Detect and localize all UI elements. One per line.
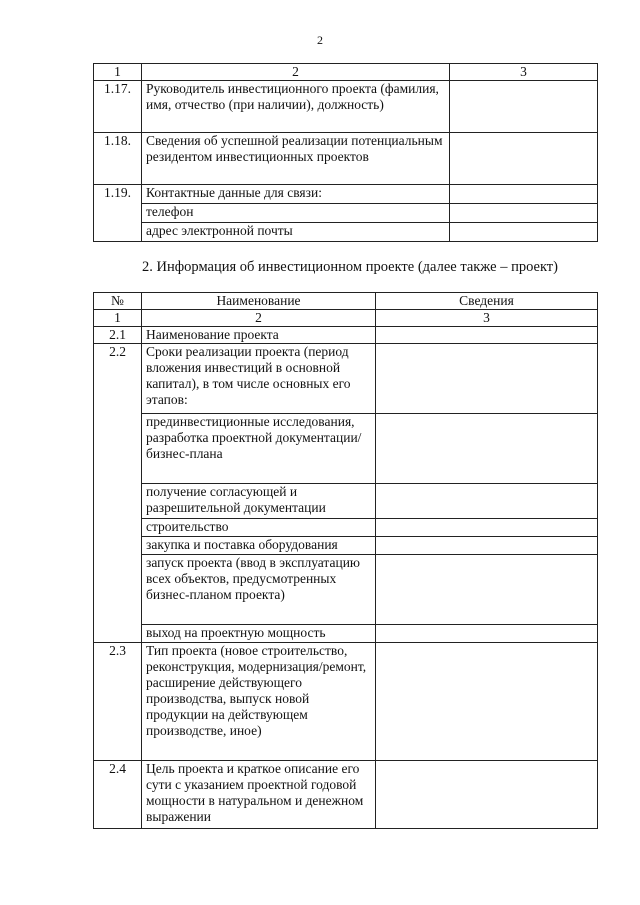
column-number-2: 2 [142,310,376,327]
row-text: телефон [142,204,450,223]
row-text: запуск проекта (ввод в эксплуатацию всех объектов, предусмотренных бизнес-планом проекта) [142,555,376,625]
table-row [94,185,598,204]
row-number: 1.17. [94,81,142,133]
column-number-3: 3 [376,310,598,327]
row-text: закупка и поставка оборудования [142,537,376,555]
row-text: Цель проекта и краткое описание его сути с указанием проектной годовой мощности в натуральном и денежном выражении [142,761,376,829]
section-title: 2. Информация об инвестиционном проекте (далее также – проект) [142,259,558,275]
table-row [94,204,598,223]
project-info-table [93,292,598,829]
row-value-cell[interactable] [376,519,598,537]
row-text: выход на проектную мощность [142,625,376,643]
row-value-cell[interactable] [450,81,598,133]
row-value-cell[interactable] [376,643,598,761]
row-value-cell[interactable] [376,761,598,829]
row-value-cell[interactable] [450,223,598,242]
row-value-cell[interactable] [376,484,598,519]
row-value-cell[interactable] [376,537,598,555]
table-row [94,223,598,242]
row-value-cell[interactable] [376,327,598,344]
row-text: строительство [142,519,376,537]
column-number-3: 3 [450,64,598,81]
row-number: 1.19. [94,185,142,242]
page-number: 2 [317,33,323,47]
row-value-cell[interactable] [376,414,598,484]
table-row [94,761,598,829]
row-value-cell[interactable] [450,133,598,185]
row-value-cell[interactable] [376,344,598,414]
row-text: адрес электронной почты [142,223,450,242]
row-value-cell[interactable] [376,625,598,643]
table-row [94,555,598,625]
table-row [94,344,598,414]
row-text: Контактные данные для связи: [142,185,450,204]
table-row [94,519,598,537]
table-row [94,625,598,643]
table-row [94,414,598,484]
table-row [94,537,598,555]
row-number: 1.18. [94,133,142,185]
column-header-details: Сведения [376,293,598,310]
row-number: 2.2 [94,344,142,643]
row-text: прединвестиционные исследования, разработка проектной документации/бизнес-плана [142,414,376,484]
row-text: Наименование проекта [142,327,376,344]
column-number-1: 1 [94,64,142,81]
contact-info-table [93,63,598,242]
row-number: 2.1 [94,327,142,344]
table-row [94,133,598,185]
table-header-row [94,64,598,81]
row-text: Сроки реализации проекта (период вложения инвестиций в основной капитал), в том числе основных его этапов: [142,344,376,414]
row-value-cell[interactable] [450,204,598,223]
column-header-name: Наименование [142,293,376,310]
column-number-1: 1 [94,310,142,327]
column-number-2: 2 [142,64,450,81]
row-number: 2.3 [94,643,142,761]
row-text: Руководитель инвестиционного проекта (фамилия, имя, отчество (при наличии), должность) [142,81,450,133]
table-row [94,484,598,519]
table-numbering-row [94,310,598,327]
row-number: 2.4 [94,761,142,829]
row-text: Тип проекта (новое строительство, реконструкция, модернизация/ремонт, расширение действующего производства, выпуск новой продукции на действующем производстве, иное) [142,643,376,761]
row-text: получение согласующей и разрешительной документации [142,484,376,519]
table-row [94,81,598,133]
row-value-cell[interactable] [376,555,598,625]
table-header-row [94,293,598,310]
row-text: Сведения об успешной реализации потенциальным резидентом инвестиционных проектов [142,133,450,185]
column-header-number: № [94,293,142,310]
row-value-cell[interactable] [450,185,598,204]
table-row [94,327,598,344]
table-row [94,643,598,761]
